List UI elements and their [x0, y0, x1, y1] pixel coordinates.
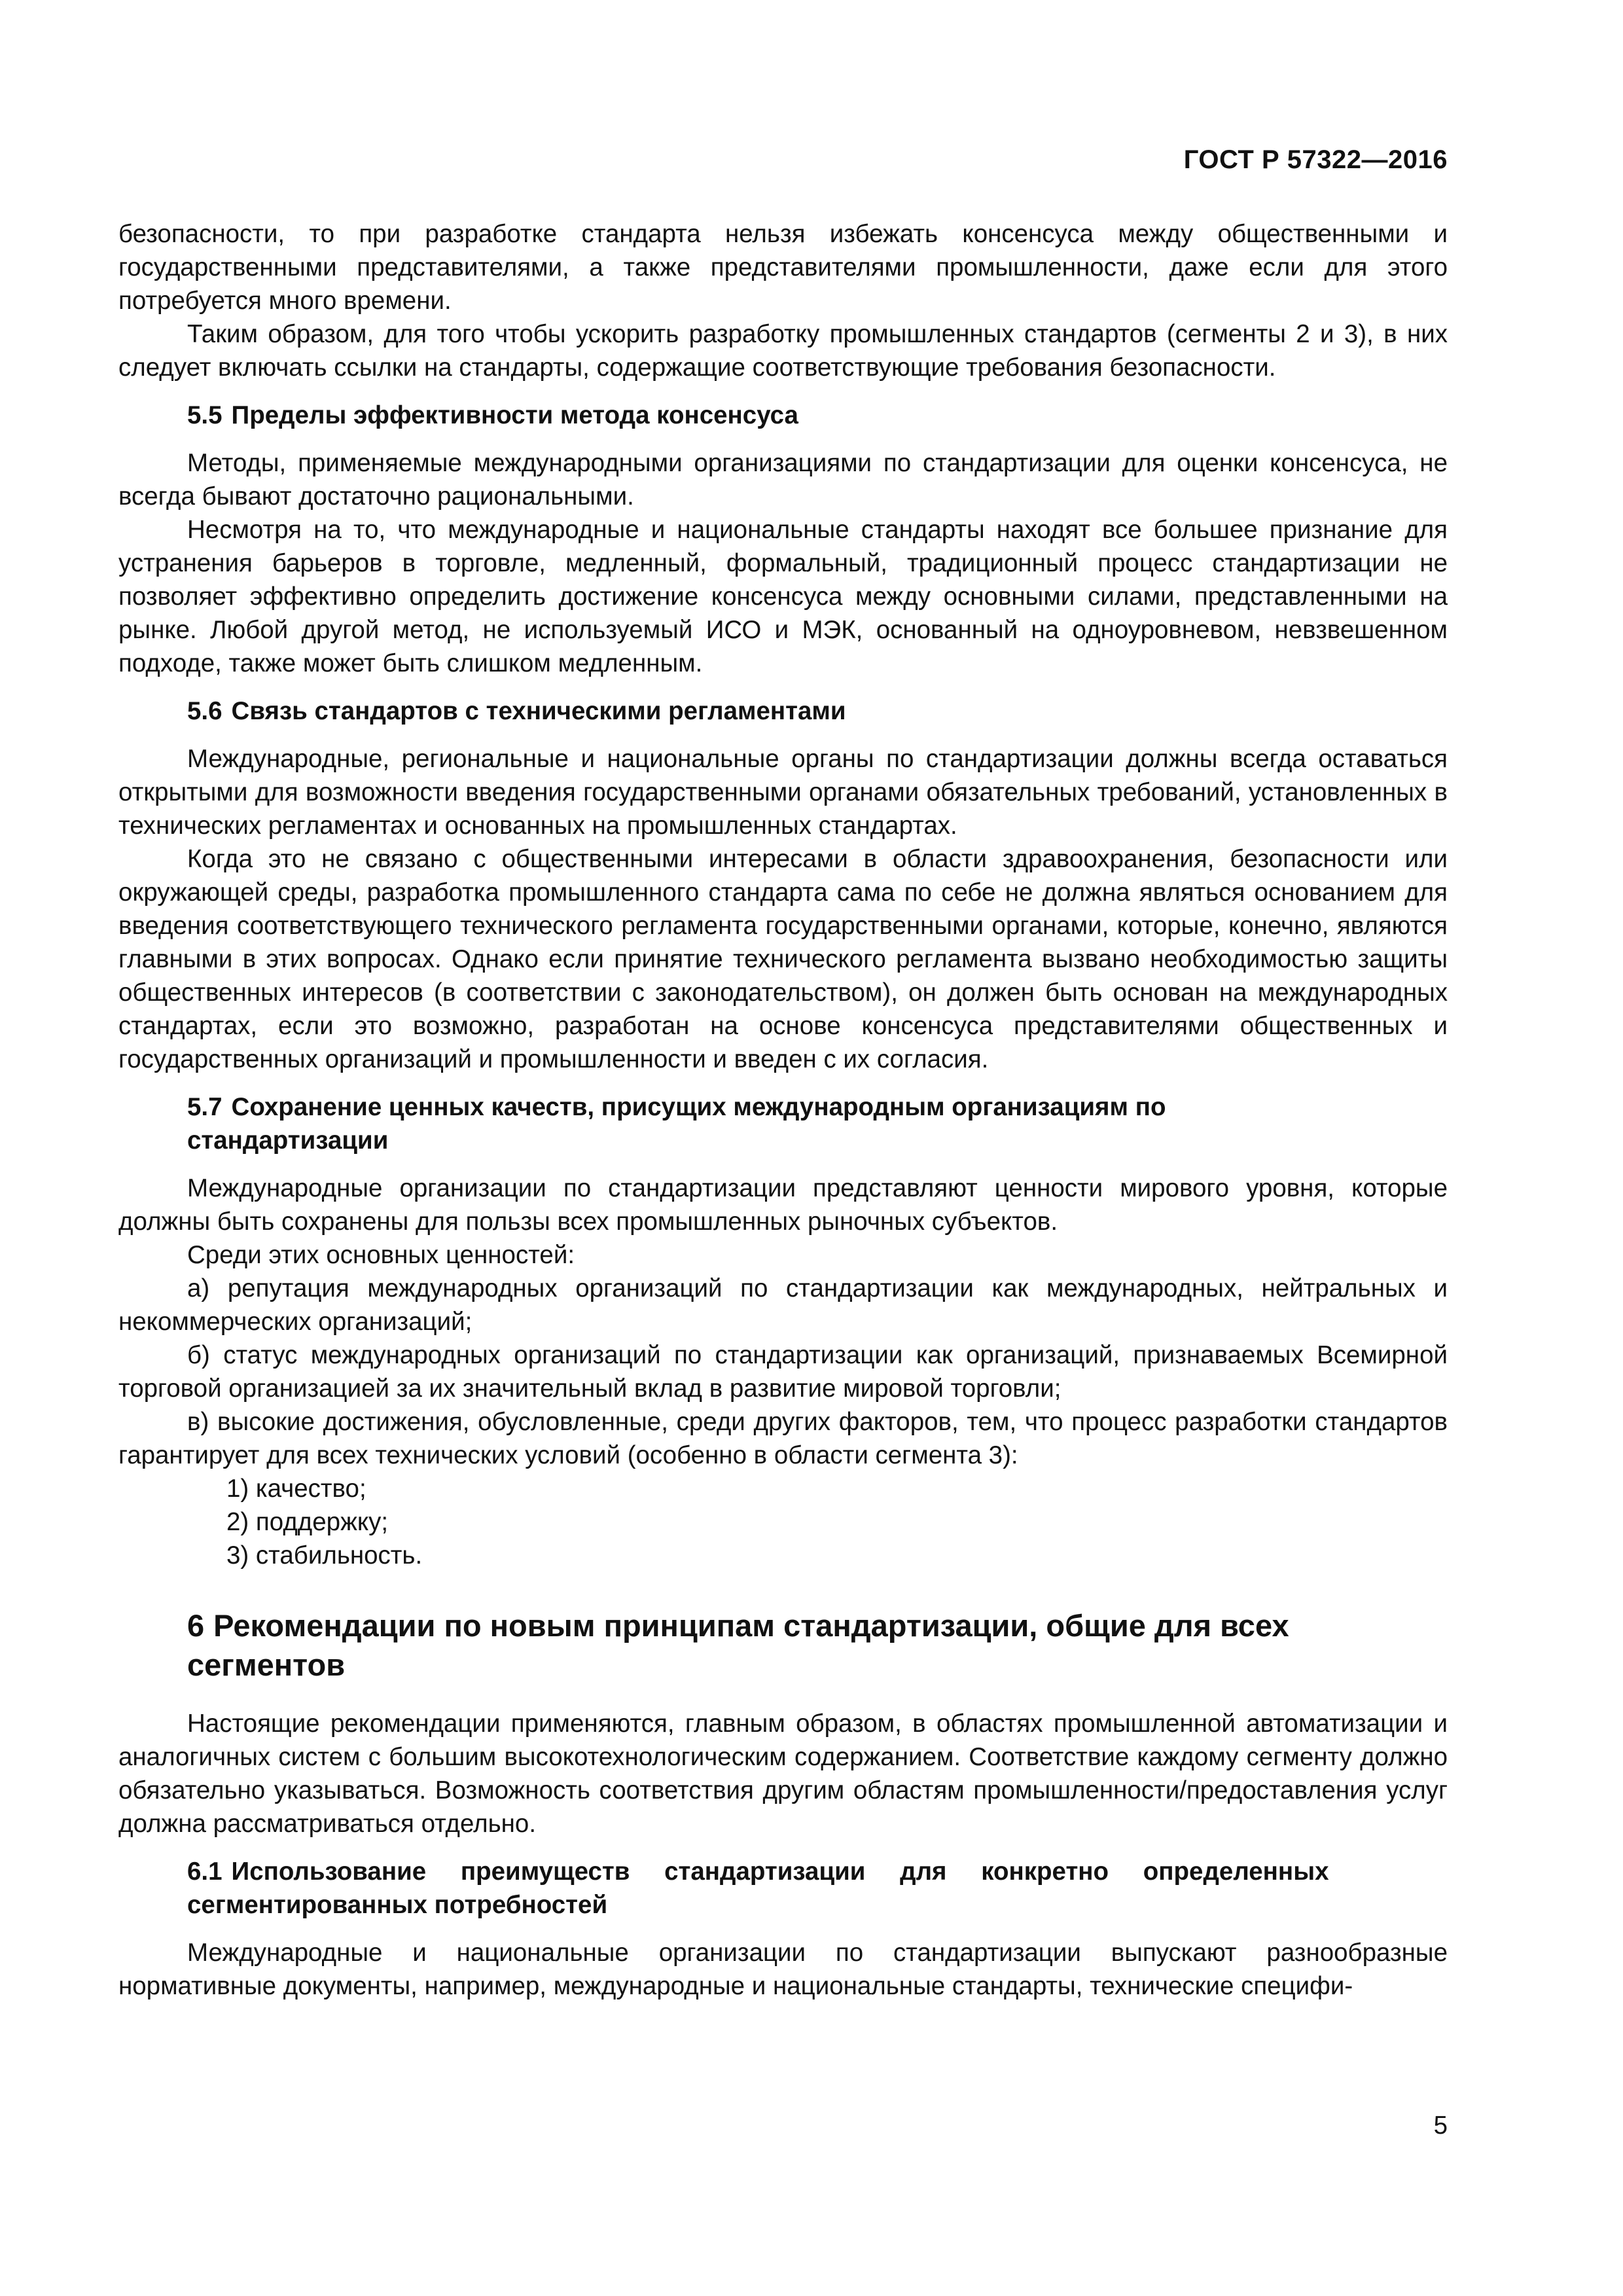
document-body — [118, 217, 1448, 2003]
section-title-line-2: сегментированных потребностей — [187, 1891, 608, 1919]
page-number: 5 — [1433, 2111, 1448, 2140]
section-title: Связь стандартов с техническими регламентами — [231, 697, 846, 725]
section-heading-6 — [118, 1606, 1448, 1685]
paragraph: Методы, применяемые международными организациями по стандартизации для оценки консенсуса, не всегда бывают достаточно рациональными. — [118, 449, 1448, 511]
sub-list-item: 1) качество; — [226, 1475, 366, 1503]
section-heading-6-1 — [118, 1855, 1448, 1922]
section-number: 5.5 — [187, 401, 223, 429]
paragraph: Международные организации по стандартизации представляют ценности мирового уровня, которые должны быть сохранены для пользы всех промышленных рыночных субъектов. — [118, 1174, 1448, 1236]
section-title-line-1: Сохранение ценных качеств, присущих международным организациям по — [231, 1093, 1166, 1121]
list-item: б) статус международных организаций по стандартизации как организаций, признаваемых Всемирной торговой организацией за их значительный вклад в развитие мировой торговли; — [118, 1341, 1448, 1403]
section-title-line-2: сегментов — [187, 1647, 346, 1682]
sub-list-item: 3) стабильность. — [226, 1541, 423, 1570]
list-item: а) репутация международных организаций по стандартизации как международных, нейтральных и некоммерческих организаций; — [118, 1274, 1448, 1336]
section-number: 5.7 — [187, 1093, 223, 1121]
section-heading-5-6 — [118, 694, 1448, 728]
section-heading-5-5 — [118, 399, 1448, 432]
sub-list-item: 2) поддержку; — [226, 1508, 389, 1536]
paragraph: Несмотря на то, что международные и национальные стандарты находят все большее признание для устранения барьеров в торговле, медленный, формальный, традиционный процесс стандартизации не позволяет эффективно определить достижение консенсуса между основными силами, представленными на рынке. Любой другой метод, не используемый ИСО и МЭК, основанный на одноуровневом, невзвешенном подходе, также может быть слишком медленным. — [118, 516, 1448, 677]
section-number: 6 — [187, 1608, 205, 1643]
section-heading-5-7 — [118, 1090, 1448, 1157]
paragraph: Среди этих основных ценностей: — [187, 1241, 575, 1269]
section-title-line-2: стандартизации — [187, 1126, 389, 1155]
list-item: в) высокие достижения, обусловленные, среди других факторов, тем, что процесс разработки стандартов гарантирует для всех технических условий (особенно в области сегмента 3): — [118, 1408, 1448, 1469]
paragraph: Когда это не связано с общественными интересами в области здравоохранения, безопасности или окружающей среды, разработка промышленного стандарта сама по себе не должна являться основанием для введения соответствующего технического регламента государственными органами, которые, конечно, являются главными в этих вопросах. Однако если принятие технического регламента вызвано необходимостью защиты общественных интересов (в соответствии с законодательством), он должен быть основан на международных стандартах, если это возможно, разработан на основе консенсуса представителями общественных и государственных организаций и промышленности и введен с их согласия. — [118, 845, 1448, 1073]
document-id-header: ГОСТ Р 57322—2016 — [1183, 145, 1448, 174]
paragraph: Международные, региональные и национальные органы по стандартизации должны всегда оставаться открытыми для возможности введения государственными органами обязательных требований, установленных в технических регламентах и основанных на промышленных стандартах. — [118, 745, 1448, 840]
paragraph: безопасности, то при разработке стандарта нельзя избежать консенсуса между общественными и государственными представителями, а также представителями промышленности, даже если для этого потребуется много времени. — [118, 220, 1448, 315]
paragraph: Международные и национальные организации по стандартизации выпускают разнообразные нормативные документы, например, международные и национальные стандарты, технические специфи- — [118, 1939, 1448, 2000]
section-title: Пределы эффективности метода консенсуса — [231, 401, 798, 429]
section-title-line-1: Рекомендации по новым принципам стандартизации, общие для всех — [213, 1608, 1289, 1643]
section-number: 5.6 — [187, 697, 223, 725]
section-number: 6.1 — [187, 1857, 223, 1886]
paragraph: Настоящие рекомендации применяются, главным образом, в областях промышленной автоматизации и аналогичных систем с большим высокотехнологическим содержанием. Соответствие каждому сегменту должно обязательно указываться. Возможность соответствия другим областям промышленности/предоставления услуг должна рассматриваться отдельно. — [118, 1710, 1448, 1838]
section-title-line-1: Использование преимуществ стандартизации для конкретно определенных — [231, 1857, 1329, 1886]
paragraph: Таким образом, для того чтобы ускорить разработку промышленных стандартов (сегменты 2 и 3), в них следует включать ссылки на стандарты, содержащие соответствующие требования безопасности. — [118, 320, 1448, 382]
